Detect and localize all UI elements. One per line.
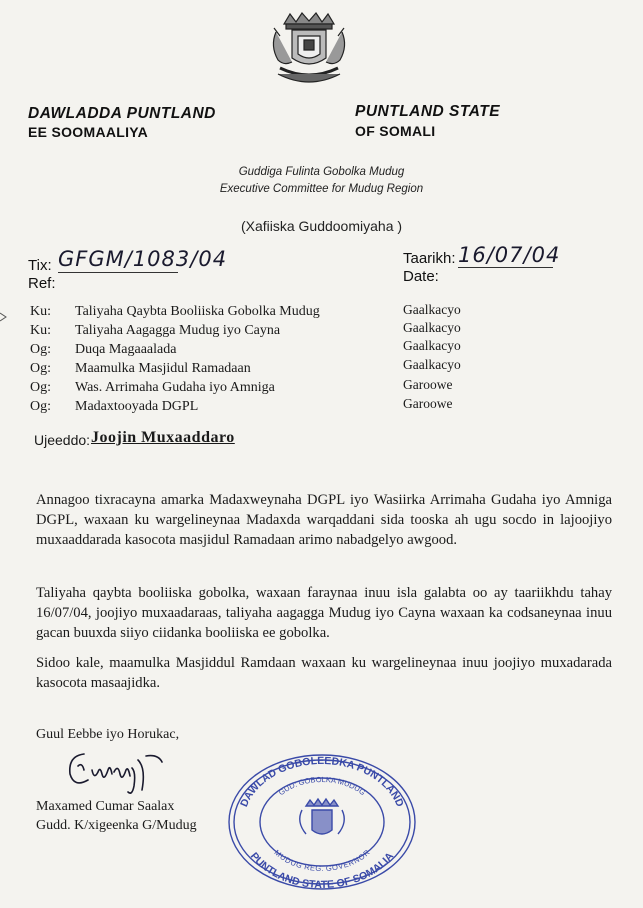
state-country-somali: EE SOOMAALIYA: [28, 124, 149, 140]
tix-label: Tix:: [28, 257, 52, 274]
recipient-title: Maamulka Masjidul Ramadaan: [75, 361, 251, 376]
stamp-inner-top-text: GUD: GOBOLKA MUDUG: [276, 774, 368, 798]
stamp-inner-bottom-text: MUDUG REG. GOVERNOR: [272, 847, 372, 874]
subject-label: Ujeeddo:: [34, 432, 91, 448]
coat-of-arms-emblem: [262, 10, 356, 92]
recipient-prefix: Og:: [30, 380, 51, 395]
recipient-prefix: Og:: [30, 342, 51, 357]
handwritten-signature: [62, 742, 167, 800]
date-label-english: Date:: [403, 268, 439, 285]
recipient-place: Garoowe: [403, 396, 453, 411]
recipient-place: Garoowe: [403, 377, 453, 392]
office-title: (Xafiiska Guddoomiyaha ): [240, 218, 403, 234]
recipient-prefix: Og:: [30, 361, 51, 376]
state-name-somali: DAWLADDA PUNTLAND: [28, 105, 216, 122]
svg-text:MUDUG REG. GOVERNOR: [273, 848, 372, 874]
margin-arrow-icon: [0, 312, 8, 322]
committee-name-english: Executive Committee for Mudug Region: [219, 183, 424, 195]
svg-text:GUD: GOBOLKA MUDUG: [277, 775, 367, 797]
recipient-prefix: Ku:: [30, 304, 51, 319]
recipient-title: Madaxtooyada DGPL: [75, 399, 199, 414]
ref-label: Ref:: [28, 275, 56, 292]
recipient-title: Taliyaha Qaybta Booliiska Gobolka Mudug: [75, 304, 320, 319]
date-underline: [458, 267, 553, 268]
recipient-place: Gaalkacyo: [403, 357, 461, 372]
ref-underline: [58, 272, 178, 273]
stamp-bottom-text: PUNTLAND STATE OF SOMALIA: [247, 850, 397, 892]
recipient-prefix: Ku:: [30, 323, 51, 338]
recipient-title: Taliyaha Aagagga Mudug iyo Cayna: [75, 323, 281, 338]
state-name-english: PUNTLAND STATE: [355, 103, 501, 120]
signatory-title: Gudd. K/xigeenka G/Mudug: [36, 818, 197, 833]
recipient-title: Was. Arrimaha Gudaha iyo Amniga: [75, 380, 275, 395]
body-paragraph-1: Annagoo tixracayna amarka Madaxweynaha DGPL iyo Wasiirka Arrimaha Gudaha iyo Amniga DGPL, waxaan ku wargelineynaa Madaxda warqaddani sida tooska ah ugu socdo in lajoojiyo muxaaddarada kasocota masjidul Ramadaan arimo nabadgelyo awgood.: [36, 492, 612, 548]
stamp-top-text: DAWLAD GOBOLEEDKA PUNTLAND: [238, 754, 406, 809]
subject-text: Joojin Muxaaddaro: [91, 429, 235, 446]
recipient-place: Gaalkacyo: [403, 338, 461, 353]
signatory-name: Maxamed Cumar Saalax: [36, 799, 175, 814]
recipient-prefix: Og:: [30, 399, 51, 414]
recipient-place: Gaalkacyo: [403, 302, 461, 317]
handwritten-date: 16/07/04: [458, 243, 561, 267]
body-paragraph-3: Sidoo kale, maamulka Masjiddul Ramdaan waxaan ku wargelineynaa inuu joojiyo muxadarada kasocota masaajidka.: [36, 655, 612, 691]
recipient-title: Duqa Magaaalada: [75, 342, 177, 357]
official-stamp: [226, 752, 418, 892]
closing-salutation: Guul Eebbe iyo Horukac,: [36, 727, 180, 742]
state-country-english: OF SOMALI: [355, 123, 436, 139]
committee-name-somali: Guddiga Fulinta Gobolka Mudug: [238, 166, 405, 178]
handwritten-ref-number: GFGM/1083/04: [58, 247, 228, 271]
recipient-place: Gaalkacyo: [403, 320, 461, 335]
body-paragraph-2: Taliyaha qaybta booliiska gobolka, waxaan faraynaa inuu isla galabta oo ay taariikhdu tahay 16/07/04, joojiyo muxaadaraas, taliyaha aagagga Mudug iyo Cayna waxaan ka codsaneynaa inuu gacan buuxda siiyo ciidanka booliiska ee gobolka.: [36, 585, 612, 641]
date-label-somali: Taarikh:: [403, 250, 456, 267]
